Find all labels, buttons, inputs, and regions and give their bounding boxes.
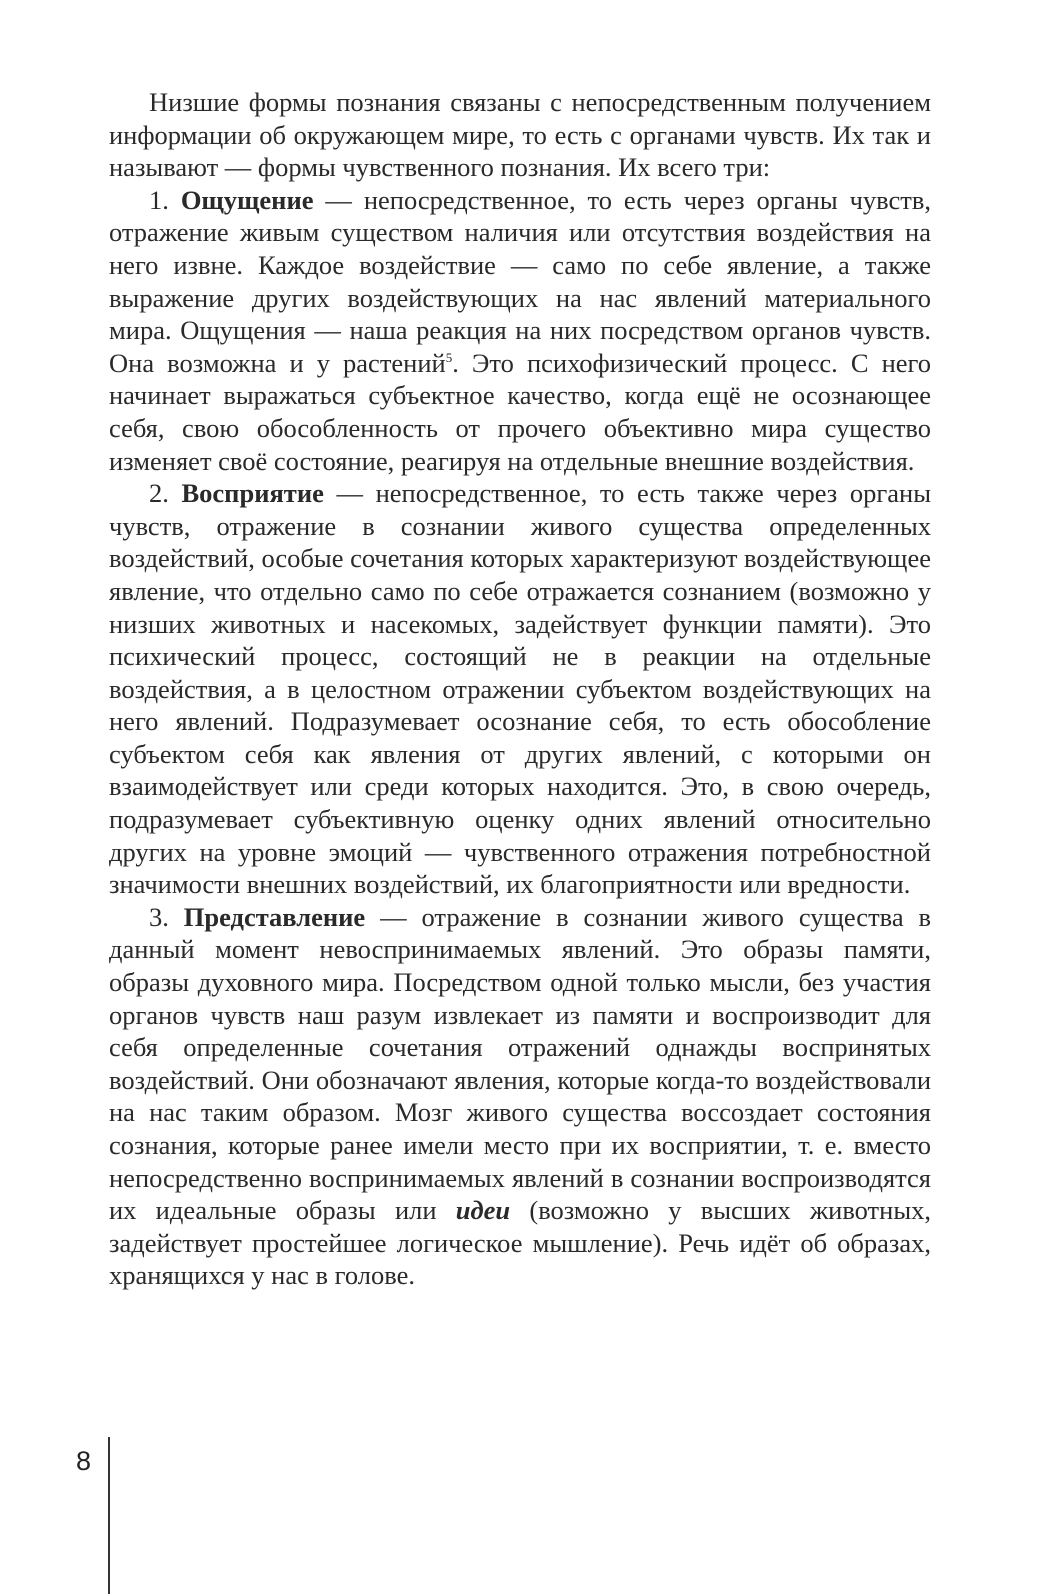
representation-text-a: — отражение в сознании живого существа в данный момент невоспринимаемых явлений. Это образы памяти, образы духовного мира. Посредством одной только мысли, без участия органов чувств наш разум извлекает из памяти и воспроизводит для себя определенные сочетания отражений однажды воспринятых воздействий. Они обозначают явления, которые когда-то воздействовали на нас таким образом. Мозг живого существа воссоздает состояния сознания, которые ранее имели место при их восприятии, т. е. вместо непосредственно воспринимаемых явлений в сознании воспроизводятся их идеальные образы или — [109, 901, 931, 1226]
intro-paragraph: Низшие формы познания связаны с непосредственным получением информации об окружающем мире, то есть с органами чувств. Их так и называют — формы чувственного познания. Их всего три: — [109, 87, 931, 183]
perception-text: — непосредственное, то есть также через органы чувств, отражение в сознании живого существа определенных воздействий, особые сочетания которых характеризуют воздействующее явление, что отдельно само по себе отражается сознанием (возможно у низших животных и насекомых, задействует функции памяти). Это психический процесс, состоящий не в реакции на отдельные воздействия, а в целостном отражении субъектом воздействующих на него явлений. Подразумевает осознание себя, то есть обособление субъектом себя как явления от других явлений, с которыми он взаимодействует или среди которых находится. Это, в свою очередь, подразумевает субъективную оценку одних явлений относительно других на уровне эмоций — чувственного отражения потребностной значимости внешних воздействий, их благоприятности или вредности. — [109, 478, 931, 900]
term-ideas: идеи — [455, 1195, 511, 1226]
list-item-number: 3. — [149, 901, 169, 932]
list-item-number: 1. — [149, 184, 169, 215]
list-item-sensation — [109, 184, 931, 477]
margin-rule — [108, 1437, 110, 1594]
term-perception: Восприятие — [181, 478, 324, 509]
representation-text-b: (возможно у высших животных, задействует простейшее логическое мышление). Речь идёт об образах, хранящихся у нас в голове. — [109, 1195, 932, 1291]
footnote-marker: 5 — [445, 349, 453, 365]
list-item-perception — [109, 477, 931, 901]
term-sensation: Ощущение — [180, 184, 314, 215]
sensation-text-a: — непосредственное, то есть через органы чувств, отражение живым существом наличия или отсутствия воздействия на него извне. Каждое воздействие — само по себе явление, а также выражение других воздействующих на нас явлений материального мира. Ощущения — наша реакция на них посредством органов чувств. Она возможна и у растений — [109, 184, 931, 378]
term-representation: Представление — [183, 901, 366, 932]
page-number: 8 — [76, 1446, 92, 1476]
page-body-text — [109, 86, 931, 1292]
sensation-text-b: . Это психофизический процесс. С него начинает выражаться субъектное качество, когда ещё не осознающее себя, свою обособленность от прочего объективно мира существо изменяет своё состояние, реагируя на отдельные внешние воздействия. — [109, 347, 932, 476]
list-item-representation — [109, 901, 931, 1292]
list-item-number: 2. — [149, 478, 169, 509]
